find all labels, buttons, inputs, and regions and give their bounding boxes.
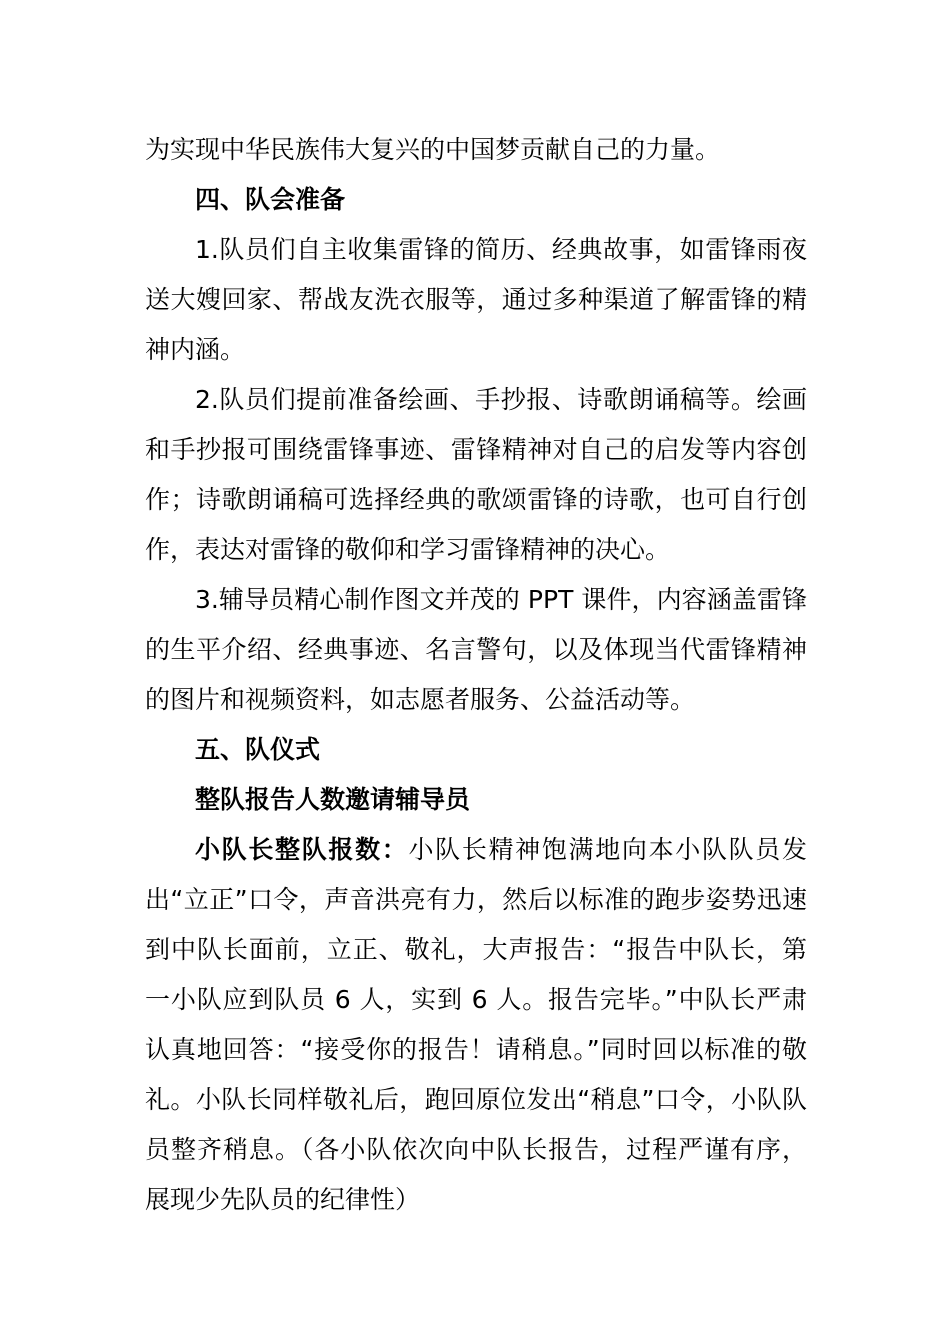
subheading-report: 整队报告人数邀请辅导员 — [195, 785, 471, 814]
document-body — [145, 125, 807, 1225]
section-heading-ceremony: 五、队仪式 — [195, 735, 321, 764]
paragraph-item-2: 2.队员们提前准备绘画、手抄报、诗歌朗诵稿等。绘画和手抄报可围绕雷锋事迹、雷锋精神对自己的启发等内容创作；诗歌朗诵稿可选择经典的歌颂雷锋的诗歌，也可自行创作，表达对雷锋的敬仰和学习雷锋精神的决心。 — [145, 385, 807, 564]
paragraph-report-lead: 小队长整队报数： — [195, 835, 409, 864]
section-heading-preparation: 四、队会准备 — [195, 185, 346, 214]
paragraph-report — [145, 825, 807, 1225]
paragraph-report-body: 小队长精神饱满地向本小队队员发出“立正”口令，声音洪亮有力，然后以标准的跑步姿势迅速到中队长面前，立正、敬礼，大声报告：“报告中队长，第一小队应到队员 6 人，实到 6 人。报告完毕。”中队长严肃认真地回答：“接受你的报告！请稍息。”同时回以标准的敬礼。小队长同样敬礼后，跑回原位发出“稍息”口令，小队队员整齐稍息。（各小队依次向中队长报告，过程严谨有序，展现少先队员的纪律性） — [145, 835, 807, 1214]
paragraph-item-1: 1.队员们自主收集雷锋的简历、经典故事，如雷锋雨夜送大嫂回家、帮战友洗衣服等，通过多种渠道了解雷锋的精神内涵。 — [145, 235, 807, 364]
paragraph-continuation: 为实现中华民族伟大复兴的中国梦贡献自己的力量。 — [145, 135, 721, 164]
paragraph-item-3: 3.辅导员精心制作图文并茂的 PPT 课件，内容涵盖雷锋的生平介绍、经典事迹、名言警句，以及体现当代雷锋精神的图片和视频资料，如志愿者服务、公益活动等。 — [145, 585, 807, 714]
